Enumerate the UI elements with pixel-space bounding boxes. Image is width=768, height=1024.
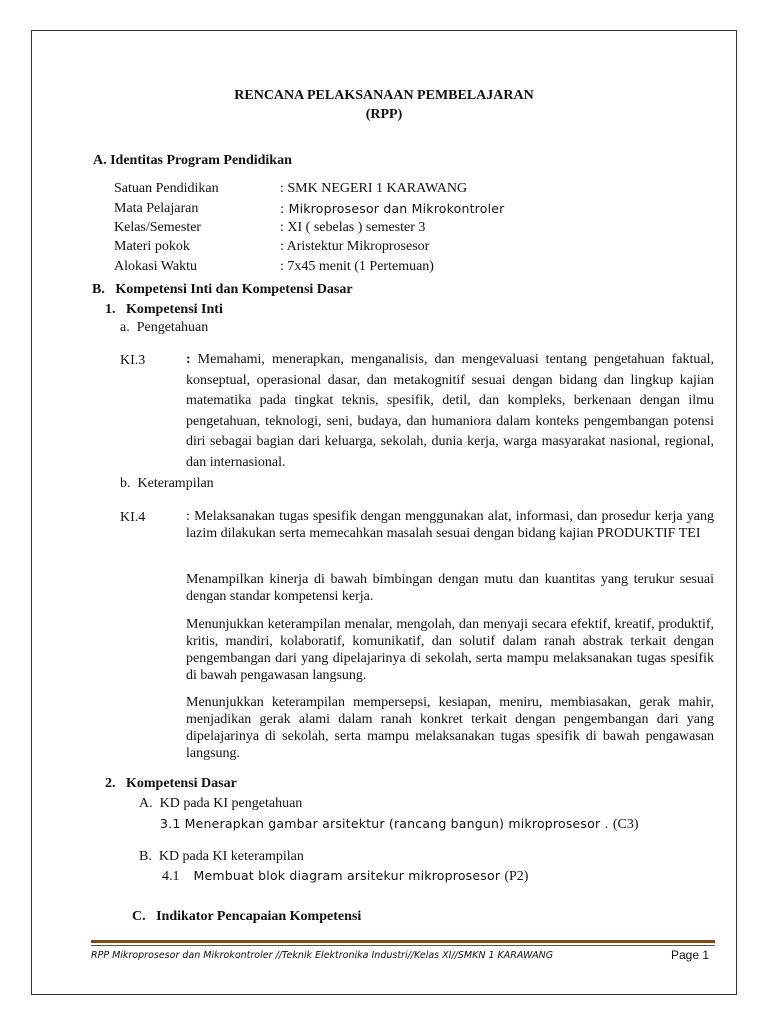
ki4-paragraph-1: : Melaksanakan tugas spesifik dengan menggunakan alat, informasi, dan prosedur kerja yang lazim dilakukan serta memecahkan masalah sesuai dengan bidang kajian PRODUKTIF TEI [186, 509, 714, 541]
identity-label: Alokasi Waktu [114, 259, 197, 274]
kd-4-1-text: Membuat blok diagram arsitekur mikroprosesor [193, 868, 505, 883]
document-title: RENCANA PELAKSANAAN PEMBELAJARAN [234, 88, 534, 103]
kompetensi-dasar-heading: 2. Kompetensi Dasar [105, 776, 237, 791]
ki3-colon: : [186, 352, 191, 367]
section-a-heading: A. Identitas Program Pendidikan [93, 153, 292, 168]
kd-3-1-text: 3.1 Menerapkan gambar arsitektur (rancang bangun) mikroprosesor . [160, 816, 613, 831]
ki4-paragraph-4: Menunjukkan keterampilan mempersepsi, kesiapan, meniru, membiasakan, gerak mahir, menjadikan gerak alami dalam ranah konkret terkait dengan pengembangan dari yang dipelajarinya di sekolah, serta mampu melaksanakan tugas spesifik di bawah pengawasan langsung. [186, 695, 714, 761]
ki3-code: KI.3 [120, 353, 146, 368]
section-c-heading: C. Indikator Pencapaian Kompetensi [132, 909, 362, 924]
kd-3-1-level: (C3) [612, 817, 639, 832]
kompetensi-inti-heading: 1. Kompetensi Inti [105, 302, 223, 317]
section-b-heading: B. Kompetensi Inti dan Kompetensi Dasar [92, 282, 353, 297]
identity-value: : SMK NEGERI 1 KARAWANG [280, 181, 468, 196]
ki4-code: KI.4 [120, 510, 146, 525]
ki4-paragraph-2: Menampilkan kinerja di bawah bimbingan dengan mutu dan kuantitas yang terukur sesuai dengan standar kompetensi kerja. [186, 572, 714, 604]
footer-text: RPP Mikroprosesor dan Mikrokontroler //Teknik Elektronika Industri//Kelas XI//SMKN 1 KARAWANG [91, 950, 554, 961]
footer-rule-thick [91, 940, 715, 943]
identity-label: Kelas/Semester [114, 220, 202, 235]
identity-value: : Mikroprosesor dan Mikrokontroler [280, 201, 505, 216]
identity-value: : XI ( sebelas ) semester 3 [280, 220, 426, 235]
page-number: Page 1 [671, 948, 710, 962]
kd-4-1-number: 4.1 [162, 869, 180, 884]
identity-value: : 7x45 menit (1 Pertemuan) [280, 259, 434, 274]
identity-value: : Aristektur Mikroprosesor [280, 239, 430, 254]
kd-keterampilan-heading: B. KD pada KI keterampilan [139, 849, 304, 864]
kd-3-1 [160, 815, 639, 833]
pengetahuan-subheading: a. Pengetahuan [120, 320, 209, 335]
keterampilan-subheading: b. Keterampilan [120, 476, 214, 491]
identity-label: Materi pokok [114, 239, 190, 254]
footer-rule-thin [91, 945, 715, 946]
kd-4-1 [162, 867, 528, 885]
ki3-description [186, 350, 714, 473]
identity-label: Satuan Pendidikan [114, 181, 219, 196]
ki3-text: Memahami, menerapkan, menganalisis, dan mengevaluasi tentang pengetahuan faktual, konseptual, operasional dasar, dan metakognitif sesuai dengan bidang dan lingkup kajian matematika pada tingkat teknis, spesifik, detil, dan kompleks, berkenaan dengan ilmu pengetahuan, teknologi, seni, budaya, dan humaniora dalam konteks pengembangan potensi diri sebagai bagian dari keluarga, sekolah, dunia kerja, warga masyarakat nasional, regional, dan internasional. [186, 352, 714, 470]
ki4-paragraph-3: Menunjukkan keterampilan menalar, mengolah, dan menyaji secara efektif, kreatif, produktif, kritis, mandiri, kolaboratif, komunikatif, dan solutif dalam ranah abstrak terkait dengan pengembangan dari yang dipelajarinya di sekolah, serta mampu melaksanakan tugas spesifik di bawah pengawasan langsung. [186, 617, 714, 683]
identity-label: Mata Pelajaran [114, 201, 199, 216]
kd-pengetahuan-heading: A. KD pada KI pengetahuan [139, 796, 303, 811]
kd-4-1-level: (P2) [504, 869, 529, 884]
document-subtitle: (RPP) [365, 107, 403, 122]
